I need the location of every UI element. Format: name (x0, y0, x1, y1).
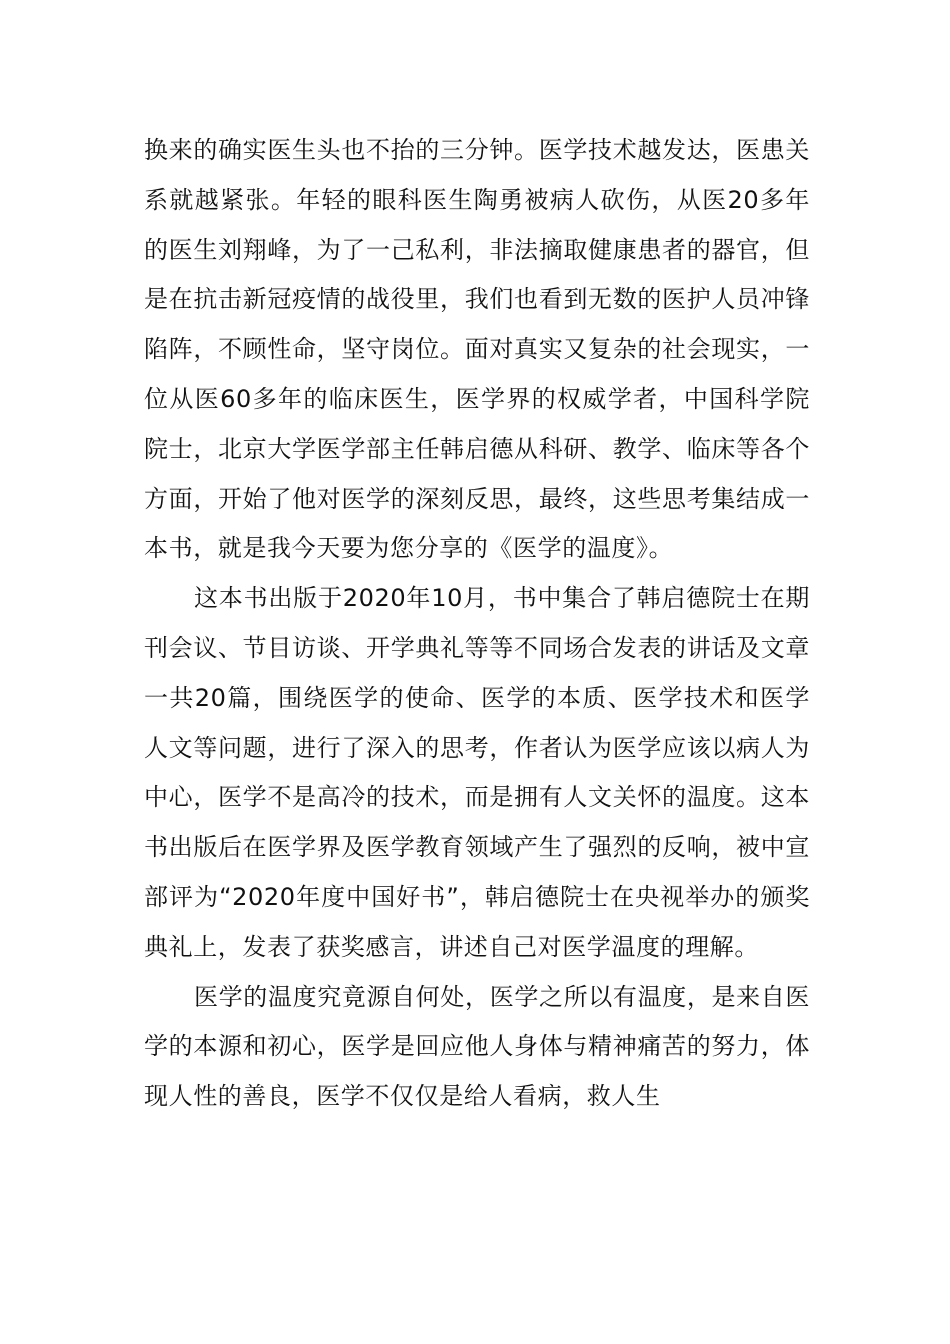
paragraph-2: 这本书出版于2020年10月，书中集合了韩启德院士在期刊会议、节目访谈、开学典礼等等不同场合发表的讲话及文章一共20篇，围绕医学的使命、医学的本质、医学技术和医学人文等问题，进行了深入的思考，作者认为医学应该以病人为中心，医学不是高冷的技术，而是拥有人文关怀的温度。这本书出版后在医学界及医学教育领域产生了强烈的反响，被中宣部评为“2020年度中国好书”，韩启德院士在央视举办的颁奖典礼上，发表了获奖感言，讲述自己对医学温度的理解。 (144, 584, 810, 961)
document-body (144, 126, 810, 1122)
paragraph-3: 医学的温度究竟源自何处，医学之所以有温度，是来自医学的本源和初心，医学是回应他人身体与精神痛苦的努力，体现人性的善良，医学不仅仅是给人看病，救人生 (144, 982, 810, 1111)
paragraph-1: 换来的确实医生头也不抬的三分钟。医学技术越发达，医患关系就越紧张。年轻的眼科医生陶勇被病人砍伤，从医20多年的医生刘翔峰，为了一己私利，非法摘取健康患者的器官，但是在抗击新冠疫情的战役里，我们也看到无数的医护人员冲锋陷阵，不顾性命，坚守岗位。面对真实又复杂的社会现实，一位从医60多年的临床医生，医学界的权威学者，中国科学院院士，北京大学医学部主任韩启德从科研、教学、临床等各个方面，开始了他对医学的深刻反思，最终，这些思考集结成一本书，就是我今天要为您分享的《医学的温度》。 (144, 136, 810, 563)
